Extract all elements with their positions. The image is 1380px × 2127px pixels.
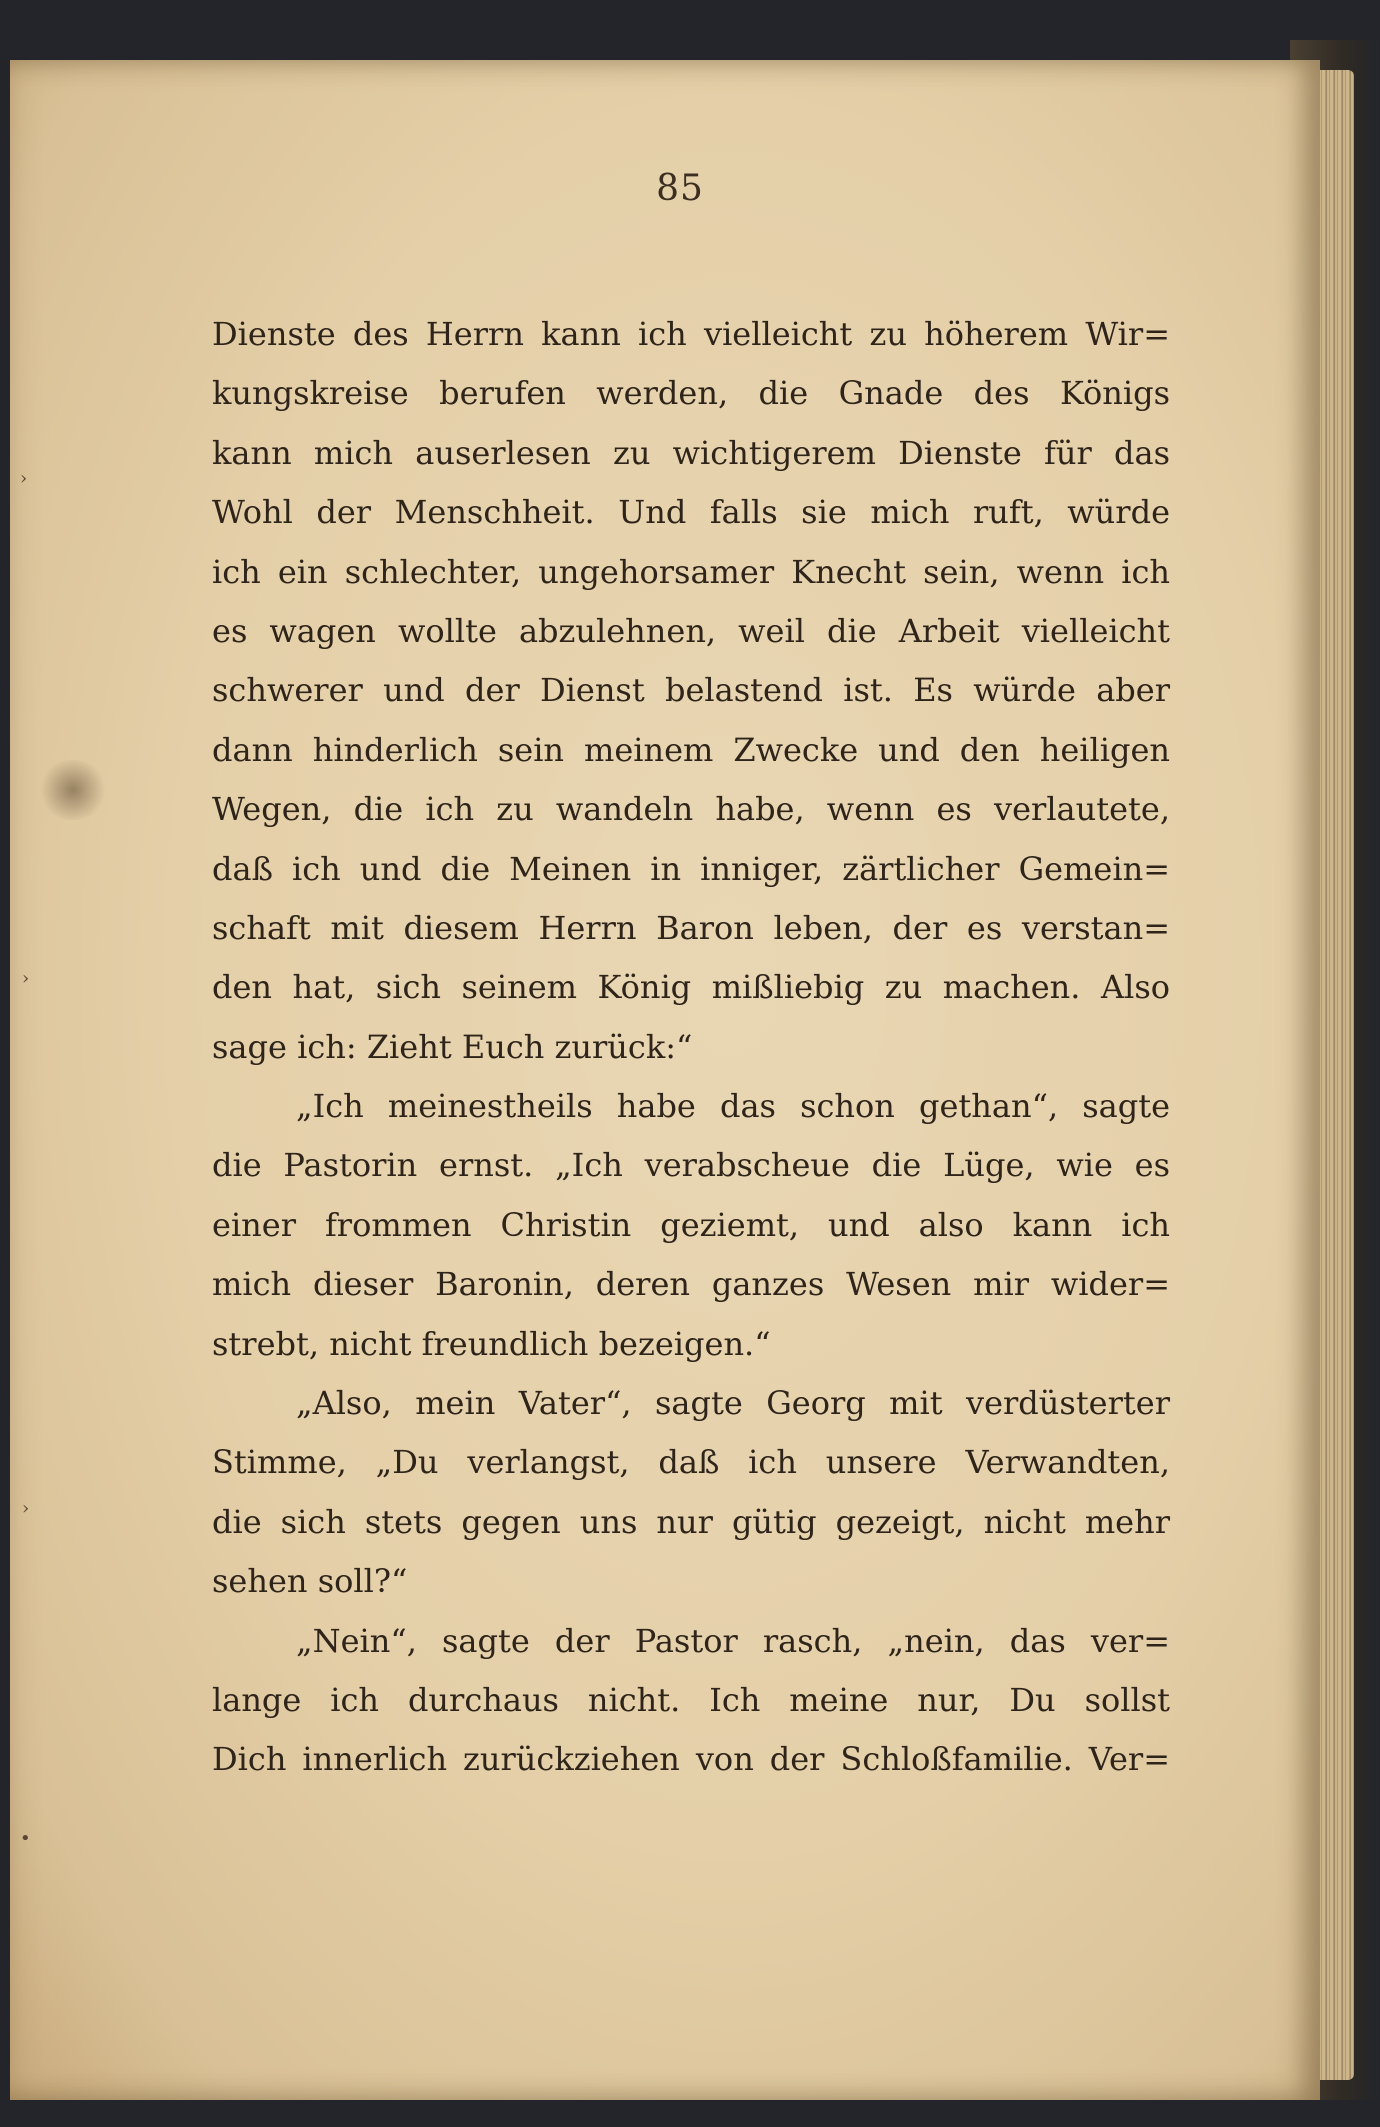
- text-line: mich dieser Baronin, deren ganzes Wesen mir wider=: [212, 1265, 1170, 1304]
- text-line: sage ich: Zieht Euch zurück:“: [212, 1027, 693, 1066]
- text-line: einer frommen Christin geziemt, und also kann ich: [212, 1205, 1170, 1244]
- margin-mark: •: [20, 1828, 31, 1849]
- margin-mark: ›: [22, 968, 30, 989]
- text-line: Wohl der Menschheit. Und falls sie mich ruft, würde: [212, 493, 1170, 532]
- text-line: sehen soll?“: [212, 1562, 408, 1601]
- margin-mark: ›: [22, 1498, 30, 1519]
- text-line: strebt, nicht freundlich bezeigen.“: [212, 1324, 771, 1363]
- margin-mark: ›: [20, 468, 28, 489]
- text-line: die sich stets gegen uns nur gütig gezeigt, nicht mehr: [212, 1502, 1170, 1541]
- text-line: kann mich auserlesen zu wichtigerem Dienste für das: [212, 433, 1170, 472]
- text-line: die Pastorin ernst. „Ich verabscheue die Lüge, wie es: [212, 1146, 1170, 1185]
- text-line: Dich innerlich zurückziehen von der Schloßfamilie. Ver=: [212, 1740, 1170, 1779]
- body-text: [212, 305, 1170, 1790]
- text-line: Dienste des Herrn kann ich vielleicht zu höherem Wir=: [212, 315, 1170, 353]
- text-line: Wegen, die ich zu wandeln habe, wenn es verlautete,: [212, 790, 1170, 829]
- text-line: schwerer und der Dienst belastend ist. Es würde aber: [212, 671, 1170, 710]
- text-line: „Ich meinestheils habe das schon gethan“, sagte: [296, 1087, 1170, 1126]
- page-number: 85: [656, 168, 704, 209]
- text-line: dann hinderlich sein meinem Zwecke und den heiligen: [212, 730, 1170, 769]
- text-line: schaft mit diesem Herrn Baron leben, der es verstan=: [212, 908, 1170, 947]
- text-line: kungskreise berufen werden, die Gnade des Königs: [212, 374, 1170, 413]
- paper-stain: [38, 760, 108, 820]
- text-line: Stimme, „Du verlangst, daß ich unsere Verwandten,: [212, 1443, 1170, 1482]
- text-line: „Also, mein Vater“, sagte Georg mit verdüsterter: [296, 1384, 1170, 1423]
- text-line: „Nein“, sagte der Pastor rasch, „nein, das ver=: [296, 1621, 1170, 1660]
- text-line: ich ein schlechter, ungehorsamer Knecht sein, wenn ich: [212, 552, 1170, 591]
- text-line: es wagen wollte abzulehnen, weil die Arbeit vielleicht: [212, 611, 1170, 650]
- text-line: daß ich und die Meinen in inniger, zärtlicher Gemein=: [212, 849, 1170, 888]
- text-line: lange ich durchaus nicht. Ich meine nur, Du sollst: [212, 1680, 1170, 1719]
- text-line: den hat, sich seinem König mißliebig zu machen. Also: [212, 968, 1170, 1007]
